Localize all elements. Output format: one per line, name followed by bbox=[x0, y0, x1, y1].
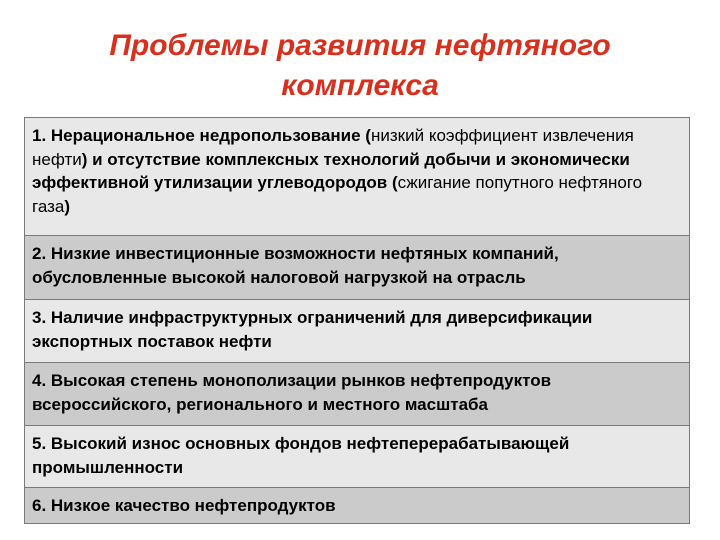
title-line-2: комплекса bbox=[281, 69, 439, 102]
title-line-1: Проблемы развития нефтяного bbox=[109, 29, 611, 62]
problem-row-2: 2. Низкие инвестиционные возможности нефтяных компаний, обусловленные высокой налоговой нагрузкой на отрасль bbox=[25, 235, 689, 299]
problems-table bbox=[24, 117, 690, 524]
problem-1-bold-c: ) bbox=[64, 196, 71, 216]
problem-row-4: 4. Высокая степень монополизации рынков нефтепродуктов всероссийского, регионального и местного масштаба bbox=[25, 362, 689, 425]
problem-row-6: 6. Низкое качество нефтепродуктов bbox=[25, 487, 689, 523]
slide-title bbox=[60, 26, 660, 106]
problem-1-normal-c: сжигание попутного нефтяного газа bbox=[32, 173, 643, 216]
problem-row-1 bbox=[25, 118, 689, 235]
problem-1-bold-b: ) и отсутствие комплексных технологий добычи и экономически эффективной утилизации углеводородов ( bbox=[32, 149, 630, 192]
problem-row-5: 5. Высокий износ основных фондов нефтеперерабатывающей промышленности bbox=[25, 425, 689, 487]
problem-1-normal-b: извлечения нефти bbox=[32, 126, 634, 169]
problem-row-3: 3. Наличие инфраструктурных ограничений для диверсификации экспортных поставок нефти bbox=[25, 299, 689, 362]
problem-1-normal-a: низкий коэффициент bbox=[370, 126, 538, 145]
problem-1-bold-a: 1. Нерациональное недропользование ( bbox=[32, 126, 371, 145]
